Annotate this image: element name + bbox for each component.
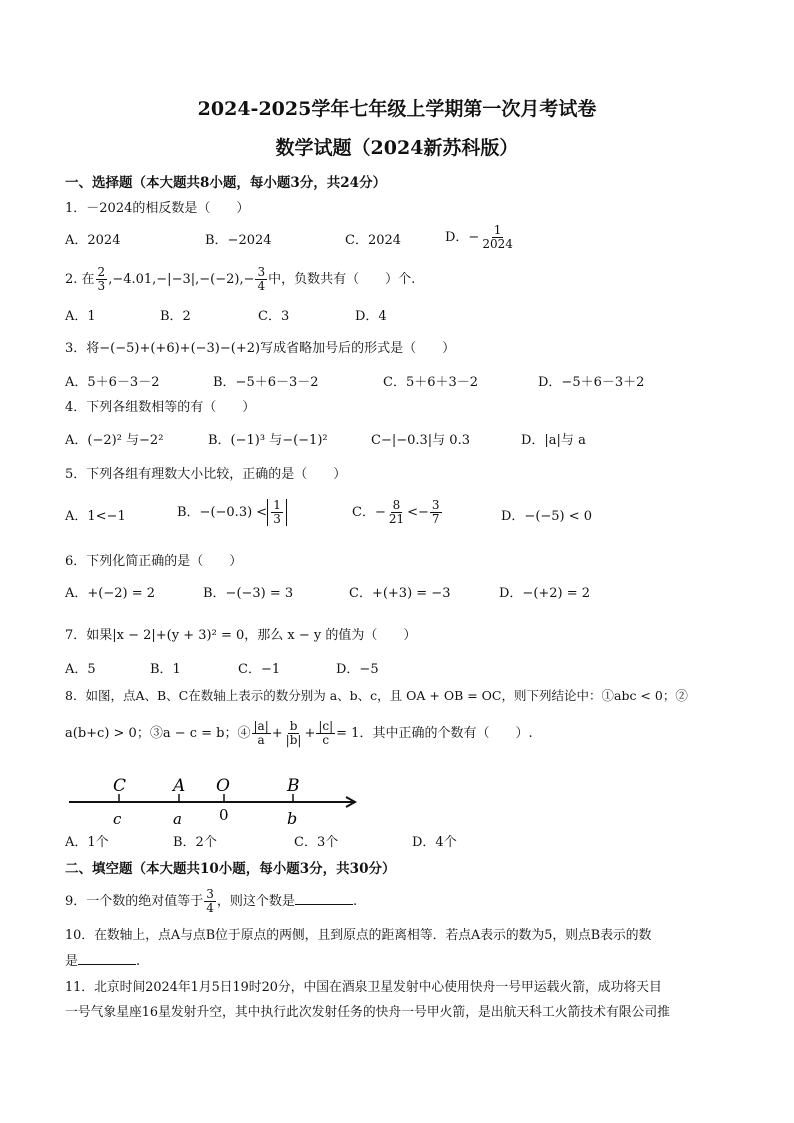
q10-stem-line2: 是 . [65, 954, 141, 969]
q7-option-c: C．−1 [238, 662, 281, 677]
label-c-lower: c [113, 810, 122, 828]
label-b-upper: B [287, 776, 300, 796]
q8-option-a: A．1个 [65, 835, 109, 850]
q5-option-b: B．−(−0.3) < $\frac{1}{3}$ [177, 499, 287, 526]
q5-option-d: D．−(−5) < 0 [501, 509, 593, 524]
q4-option-c: C−|−0.3|与 0.3 [371, 433, 470, 448]
label-b-lower: b [287, 809, 298, 828]
q2-option-b: B．2 [160, 309, 191, 324]
q7-option-d: D．−5 [336, 662, 379, 677]
q1-option-b: B．−2024 [205, 233, 272, 248]
q1-stem: 1．－2024的相反数是（ ） [65, 201, 250, 216]
q3-option-d: D．−5＋6－3＋2 [538, 375, 645, 390]
q7-option-a: A．5 [65, 662, 96, 677]
q2-stem: 2. 在 $\frac{2}{3}$ ,−4.01,−|−3|,−(−2),− $\frac{3}{4}$ 中，负数共有（ ）个. [65, 265, 416, 293]
q1-option-d: D．− $\frac{1}{2024}$ [445, 223, 513, 251]
q1-option-d-fraction: $\frac{1}{2024}$ [482, 223, 513, 251]
q11-stem-line1: 11．北京时间2024年1月5日19时20分，中国在酒泉卫星发射中心使用快舟一号甲运载火箭，成功将天目 [65, 980, 662, 995]
label-o-upper: O [216, 776, 230, 796]
q6-option-d: D．−(+2) = 2 [499, 586, 591, 601]
q3-stem: 3．将−(−5)+(+6)+(−3)−(+2)写成省略加号后的形式是（ ） [65, 341, 456, 356]
q1-option-c: C．2024 [345, 233, 402, 248]
q11-stem-line2: 一号气象星座16星发射升空，其中执行此次发射任务的快舟一号甲火箭，是出航天科工火箭技术有限公司推 [65, 1005, 670, 1020]
exam-title: 2024-2025学年七年级上学期第一次月考试卷 [197, 98, 597, 120]
q5-option-c: C．− $\frac{8}{21}$ <− $\frac{3}{7}$ [352, 498, 440, 526]
q8-option-c: C．3个 [294, 835, 339, 850]
q10-answer-blank[interactable] [78, 952, 136, 965]
q9-stem: 9．一个数的绝对值等于 $\frac{3}{4}$ ，则这个数是 . [65, 887, 358, 915]
q3-option-c: C．5＋6＋3－2 [383, 375, 479, 390]
label-o-lower: 0 [219, 806, 229, 824]
label-c-upper: C [113, 776, 127, 796]
label-a-lower: a [173, 810, 182, 828]
q5-stem: 5．下列各组有理数大小比较，正确的是（ ） [65, 467, 347, 482]
q8-option-b: B．2个 [173, 835, 217, 850]
section-2-title: 二、填空题（本大题共10小题，每小题3分，共30分） [65, 861, 396, 877]
q6-option-b: B．−(−3) = 3 [203, 586, 294, 601]
q6-option-c: C．+(+3) = −3 [349, 586, 451, 601]
q4-option-d: D．|a|与 a [521, 433, 586, 448]
section-1-title: 一、选择题（本大题共8小题，每小题3分，共24分） [65, 175, 387, 191]
number-line-figure [65, 770, 365, 830]
q7-option-b: B．1 [150, 662, 181, 677]
exam-subtitle: 数学试题（2024新苏科版） [275, 137, 519, 159]
q8-stem-line2: a(b+c) > 0；③a − c = b；④ $\frac{|a|}{a}$ + $\frac{b}{|b|}$ + $\frac{|c|}{c}$ = 1．其中正确的个数有（ ）. [65, 719, 533, 747]
q5-option-a: A．1<−1 [65, 509, 126, 524]
q1-option-a: A．2024 [65, 233, 121, 248]
q4-stem: 4．下列各组数相等的有（ ） [65, 400, 256, 415]
q10-stem-line1: 10．在数轴上，点A与点B位于原点的两侧，且到原点的距离相等．若点A表示的数为5，则点B表示的数 [65, 928, 652, 943]
q7-stem: 7．如果|x − 2|+(y + 3)² = 0，那么 x − y 的值为（ ） [65, 628, 417, 643]
q6-stem: 6．下列化简正确的是（ ） [65, 554, 243, 569]
q4-option-a: A．(−2)² 与−2² [65, 433, 164, 448]
q6-option-a: A．+(−2) = 2 [65, 586, 156, 601]
q2-option-c: C．3 [258, 309, 290, 324]
q4-option-b: B．(−1)³ 与−(−1)² [208, 433, 328, 448]
q8-stem-line1: 8．如图，点A、B、C在数轴上表示的数分别为 a、b、c，且 OA + OB = OC，则下列结论中：①abc < 0；② [65, 688, 688, 703]
q2-option-a: A．1 [65, 309, 96, 324]
q3-option-b: B．−5＋6－3－2 [213, 375, 319, 390]
q3-option-a: A．5＋6－3－2 [65, 375, 160, 390]
label-a-upper: A [173, 776, 186, 796]
q8-option-d: D．4个 [412, 835, 457, 850]
q9-answer-blank[interactable] [295, 892, 353, 905]
q2-option-d: D．4 [355, 309, 387, 324]
